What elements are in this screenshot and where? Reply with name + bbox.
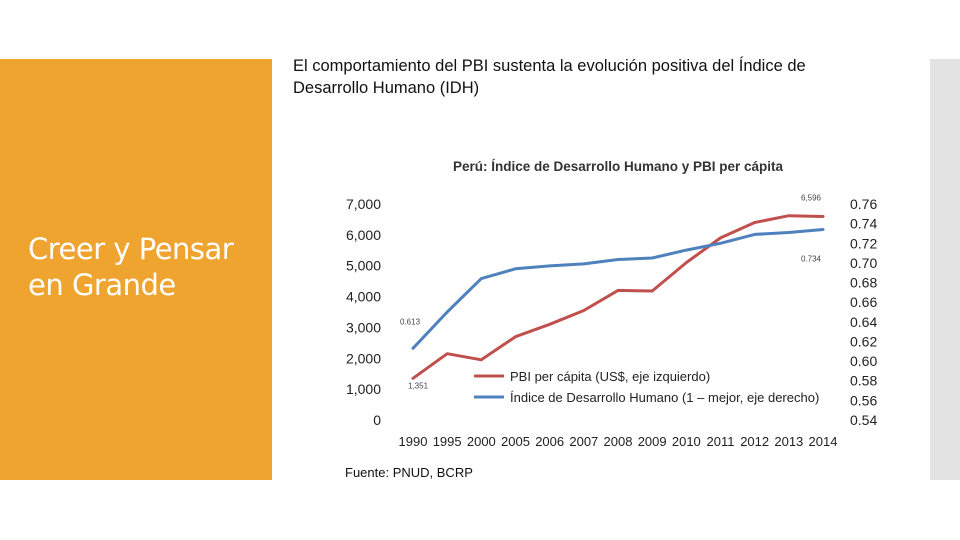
y-right-tick-label: 0.62 xyxy=(850,333,878,350)
y-left-tick-label: 5,000 xyxy=(345,257,381,274)
chart-title: Perú: Índice de Desarrollo Humano y PBI per cápita xyxy=(452,159,784,174)
x-tick-label: 2011 xyxy=(706,434,735,449)
y-left-tick-label: 6,000 xyxy=(345,226,381,243)
x-tick-label: 2012 xyxy=(740,434,770,449)
legend-label: PBI per cápita (US$, eje izquierdo) xyxy=(510,369,711,384)
y-left-tick-label: 1,000 xyxy=(345,381,381,398)
data-annotation: 1,351 xyxy=(408,381,429,391)
x-tick-label: 2009 xyxy=(637,434,667,449)
y-right-tick-label: 0.70 xyxy=(850,254,878,271)
x-tick-label: 2014 xyxy=(808,434,838,449)
y-right-tick-label: 0.68 xyxy=(850,274,878,291)
data-annotation: 0.734 xyxy=(800,254,821,264)
y-right-tick-label: 0.54 xyxy=(850,412,878,428)
data-annotation: 0.613 xyxy=(400,317,421,327)
y-left-tick-label: 2,000 xyxy=(345,350,381,367)
x-tick-label: 2010 xyxy=(671,434,701,449)
legend-label: Índice de Desarrollo Humano (1 – mejor, eje derecho) xyxy=(510,390,820,405)
x-tick-label: 2005 xyxy=(501,434,530,449)
x-tick-label: 2007 xyxy=(569,434,599,449)
y-left-tick-label: 3,000 xyxy=(345,319,381,336)
slide-side-title: Creer y Pensar en Grande xyxy=(28,232,234,302)
y-right-tick-label: 0.76 xyxy=(850,196,878,212)
slide-heading: El comportamiento del PBI sustenta la evolución positiva del Índice de Desarrollo Humano (IDH) xyxy=(293,57,806,97)
y-right-tick-label: 0.66 xyxy=(850,294,878,311)
pbi-series-line xyxy=(413,216,823,379)
y-left-tick-label: 0 xyxy=(373,412,381,428)
y-right-tick-label: 0.74 xyxy=(850,215,878,232)
y-right-tick-label: 0.56 xyxy=(850,392,878,409)
data-annotation: 6,596 xyxy=(800,193,821,203)
y-right-tick-label: 0.64 xyxy=(850,313,878,330)
x-tick-label: 1995 xyxy=(432,434,462,449)
x-tick-label: 2013 xyxy=(774,434,804,449)
x-tick-label: 2006 xyxy=(535,434,565,449)
x-tick-label: 2008 xyxy=(603,434,633,449)
x-tick-label: 2000 xyxy=(466,434,496,449)
y-right-tick-label: 0.60 xyxy=(850,353,878,370)
y-right-tick-label: 0.58 xyxy=(850,372,878,389)
y-left-tick-label: 4,000 xyxy=(345,288,381,305)
y-right-tick-label: 0.72 xyxy=(850,235,878,252)
source-note: Fuente: PNUD, BCRP xyxy=(345,465,473,480)
y-left-tick-label: 7,000 xyxy=(345,196,381,212)
x-tick-label: 1990 xyxy=(398,434,428,449)
